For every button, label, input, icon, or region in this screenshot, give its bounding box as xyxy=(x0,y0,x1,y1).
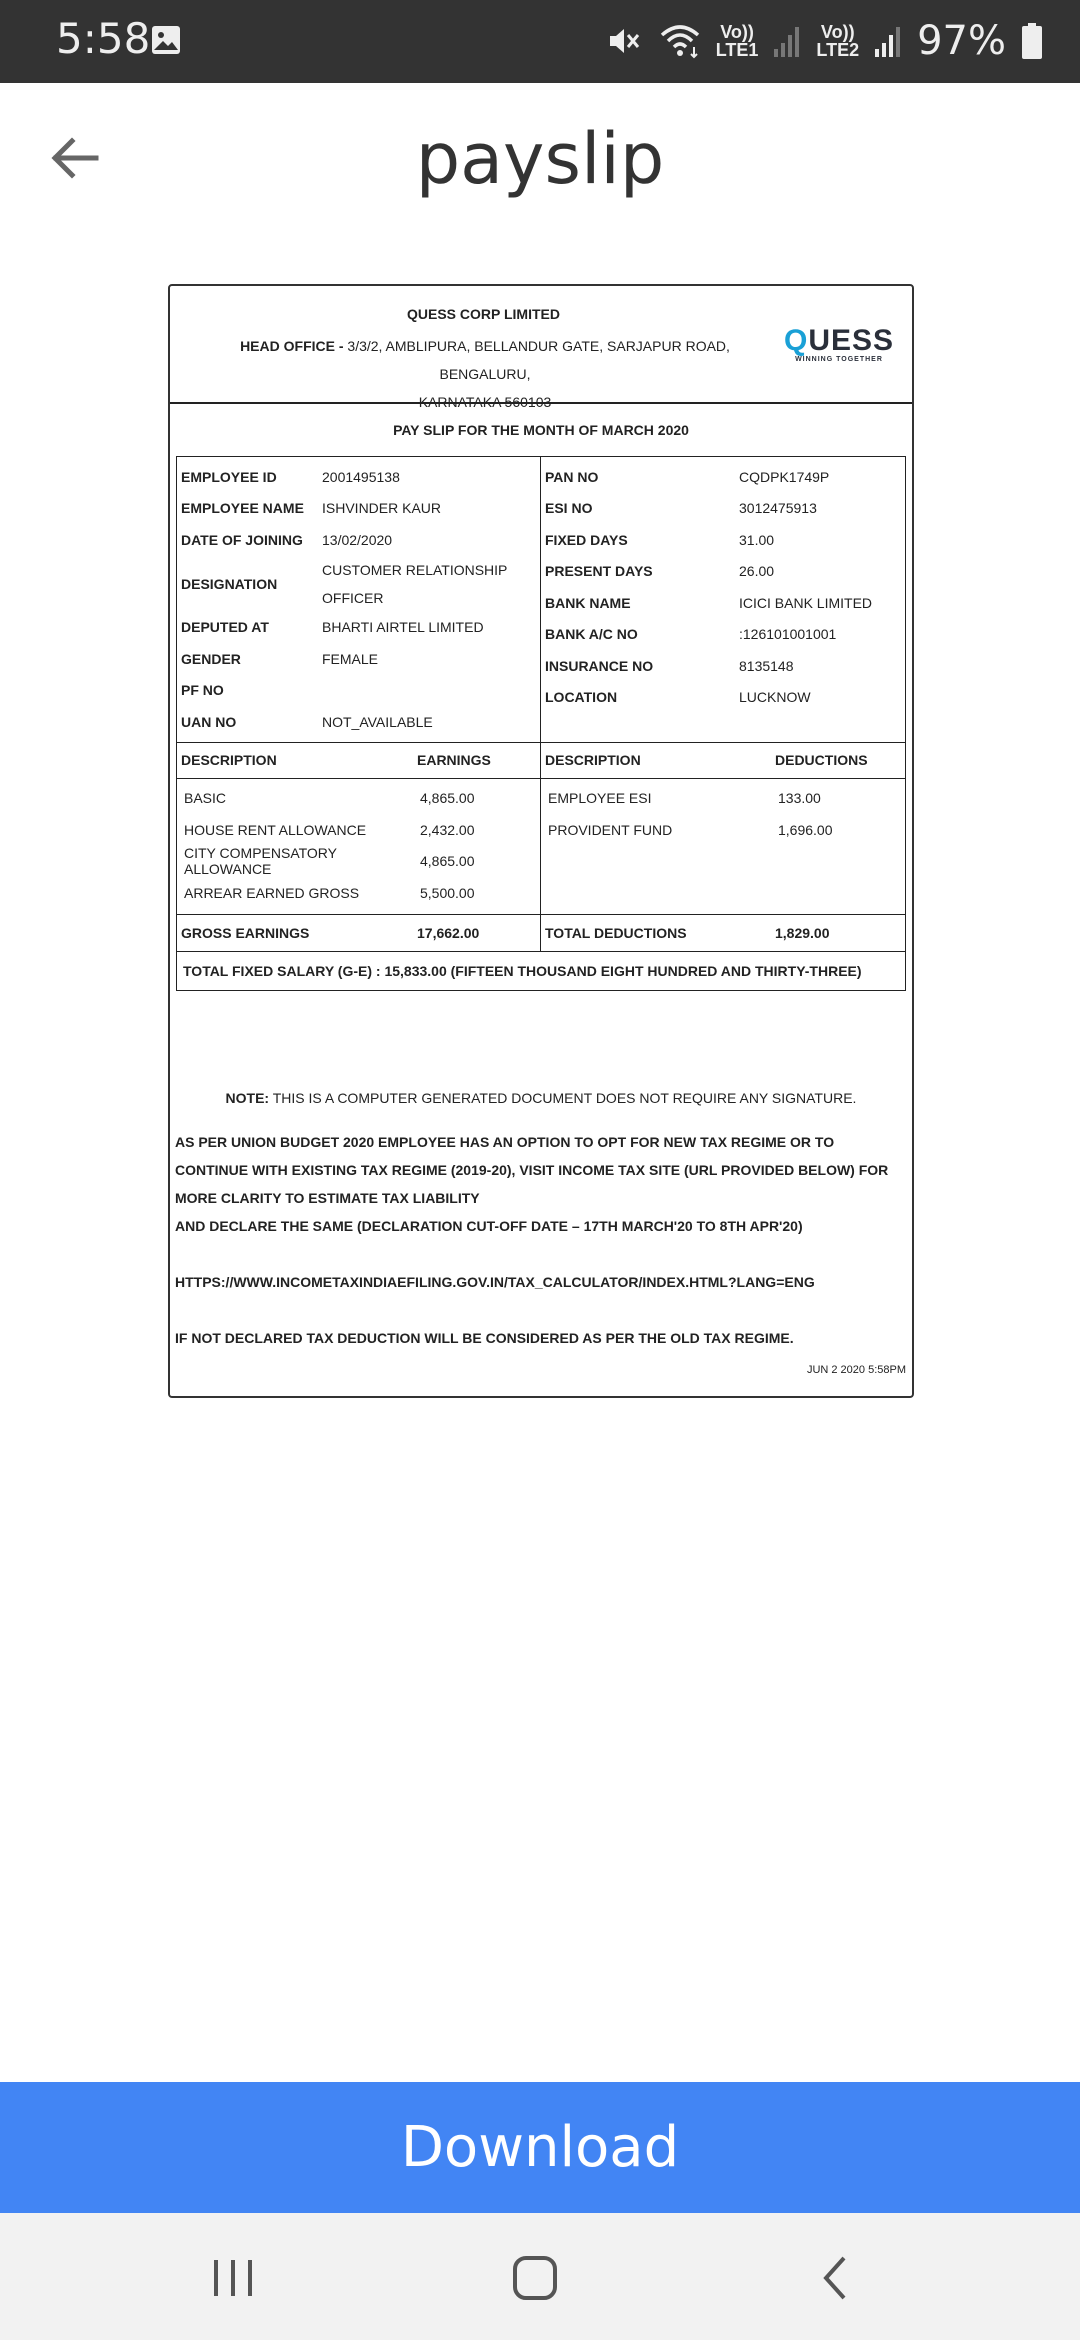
info-row: EMPLOYEE ID 2001495138 xyxy=(181,468,400,485)
earnings-description-header: DESCRIPTION xyxy=(181,752,277,768)
generated-timestamp: JUN 2 2020 5:58PM xyxy=(806,1364,906,1376)
info-row: DESIGNATION CUSTOMER RELATIONSHIP OFFICER xyxy=(181,561,508,606)
status-time: 5:58 xyxy=(56,14,151,63)
info-row: PF NO xyxy=(181,682,224,699)
back-nav-icon[interactable] xyxy=(802,2243,872,2313)
page-title: payslip xyxy=(415,118,665,200)
info-row: BANK A/C NO :126101001001 xyxy=(545,626,837,643)
earning-row: HOUSE RENT ALLOWANCE 2,432.00 xyxy=(184,821,475,838)
info-row: PRESENT DAYS 26.00 xyxy=(545,563,775,580)
info-row: GENDER FEMALE xyxy=(181,650,379,667)
gross-earnings-value: 17,662.00 xyxy=(417,915,541,951)
total-fixed-salary: TOTAL FIXED SALARY (G-E) : 15,833.00 (FIFTEEN THOUSAND EIGHT HUNDRED AND THIRTY-THREE) xyxy=(183,962,862,979)
info-row: ESI NO 3012475913 xyxy=(545,500,817,517)
sim1-label: Vo)) LTE1 xyxy=(715,22,759,60)
total-deductions-value: 1,829.00 xyxy=(775,924,830,941)
info-row: INSURANCE NO 8135148 xyxy=(545,657,794,674)
employee-info-right xyxy=(541,457,905,742)
wifi-icon xyxy=(658,21,702,61)
info-row: DATE OF JOINING 13/02/2020 xyxy=(181,531,393,548)
note-label: NOTE: xyxy=(225,1090,270,1106)
info-row: EMPLOYEE NAME ISHVINDER KAUR xyxy=(181,500,442,517)
status-bar xyxy=(0,0,1080,83)
mute-icon xyxy=(604,21,644,61)
declaration-notice: AND DECLARE THE SAME (DECLARATION CUT-OFF DATE – 17TH MARCH'20 TO 8TH APR'20) xyxy=(175,1218,803,1234)
download-button[interactable]: Download xyxy=(0,2082,1080,2213)
payslip-table xyxy=(176,456,906,991)
old-regime-notice: IF NOT DECLARED TAX DEDUCTION WILL BE CONSIDERED AS PER THE OLD TAX REGIME. xyxy=(175,1330,794,1346)
info-row: LOCATION LUCKNOW xyxy=(545,689,811,706)
status-icons xyxy=(604,16,1044,66)
quess-logo xyxy=(784,326,894,366)
info-row: BANK NAME ICICI BANK LIMITED xyxy=(545,594,873,611)
battery-percent: 97% xyxy=(917,18,1006,64)
deductions-header: DEDUCTIONS xyxy=(775,752,868,768)
address-line-2: KARNATAKA 560103 xyxy=(418,394,552,410)
logo-wordmark: QUESS xyxy=(784,324,895,357)
head-office-label: HEAD OFFICE - xyxy=(240,338,344,354)
head-office-address xyxy=(200,332,770,416)
earnings-deductions-header xyxy=(177,743,905,779)
info-row: FIXED DAYS 31.00 xyxy=(545,531,775,548)
home-icon[interactable] xyxy=(500,2243,570,2313)
totals-row xyxy=(177,915,905,952)
earnings-list xyxy=(177,779,541,914)
info-row: UAN NO NOT_AVAILABLE xyxy=(181,713,433,730)
signal-sim1-icon xyxy=(772,23,802,59)
deductions-description-header: DESCRIPTION xyxy=(545,752,641,768)
gross-earnings-label: GROSS EARNINGS xyxy=(181,924,310,941)
deduction-row: EMPLOYEE ESI 133.00 xyxy=(548,790,821,807)
payslip-header xyxy=(170,286,912,410)
image-notification-icon xyxy=(150,24,182,56)
total-deductions-label: TOTAL DEDUCTIONS xyxy=(545,924,687,941)
earning-row: CITY COMPENSATORY ALLOWANCE 4,865.00 xyxy=(184,845,475,878)
earnings-header: EARNINGS xyxy=(417,743,541,778)
earning-row: ARREAR EARNED GROSS 5,500.00 xyxy=(184,884,475,901)
note-text: THIS IS A COMPUTER GENERATED DOCUMENT DOES NOT REQUIRE ANY SIGNATURE. xyxy=(269,1090,857,1106)
sim2-label: Vo)) LTE2 xyxy=(816,22,860,60)
income-tax-url: HTTPS://WWW.INCOMETAXINDIAEFILING.GOV.IN/TAX_CALCULATOR/INDEX.HTML?LANG=ENG xyxy=(175,1274,815,1290)
deductions-list xyxy=(541,779,905,914)
battery-icon xyxy=(1020,21,1044,61)
payslip-document xyxy=(168,284,914,1398)
address-line-1: 3/3/2, AMBLIPURA, BELLANDUR GATE, SARJAPUR ROAD, BENGALURU, xyxy=(347,338,730,382)
employee-info-left xyxy=(177,457,541,742)
earning-row: BASIC 4,865.00 xyxy=(184,790,475,807)
earnings-deductions-body xyxy=(177,779,905,915)
info-row: PAN NO CQDPK1749P xyxy=(545,468,830,485)
computer-generated-note xyxy=(170,1090,912,1106)
deduction-row: PROVIDENT FUND 1,696.00 xyxy=(548,821,833,838)
signal-sim2-icon xyxy=(873,23,903,59)
budget-notice: AS PER UNION BUDGET 2020 EMPLOYEE HAS AN OPTION TO OPT FOR NEW TAX REGIME OR TO CONTINUE WITH EXISTING TAX REGIME (2019-20), VISIT INCOME TAX SITE (URL PROVIDED BELOW) FOR MORE CLARITY TO ESTIMATE TAX LIABILITY xyxy=(175,1134,889,1206)
info-row: DEPUTED AT BHARTI AIRTEL LIMITED xyxy=(181,619,484,636)
recent-apps-icon[interactable] xyxy=(198,2243,268,2313)
company-name: QUESS CORP LIMITED xyxy=(407,306,560,322)
employee-info xyxy=(177,457,905,743)
payslip-month-title: PAY SLIP FOR THE MONTH OF MARCH 2020 xyxy=(393,422,689,438)
navigation-bar xyxy=(0,2213,1080,2340)
logo-tagline: WINNING TOGETHER xyxy=(795,356,883,363)
